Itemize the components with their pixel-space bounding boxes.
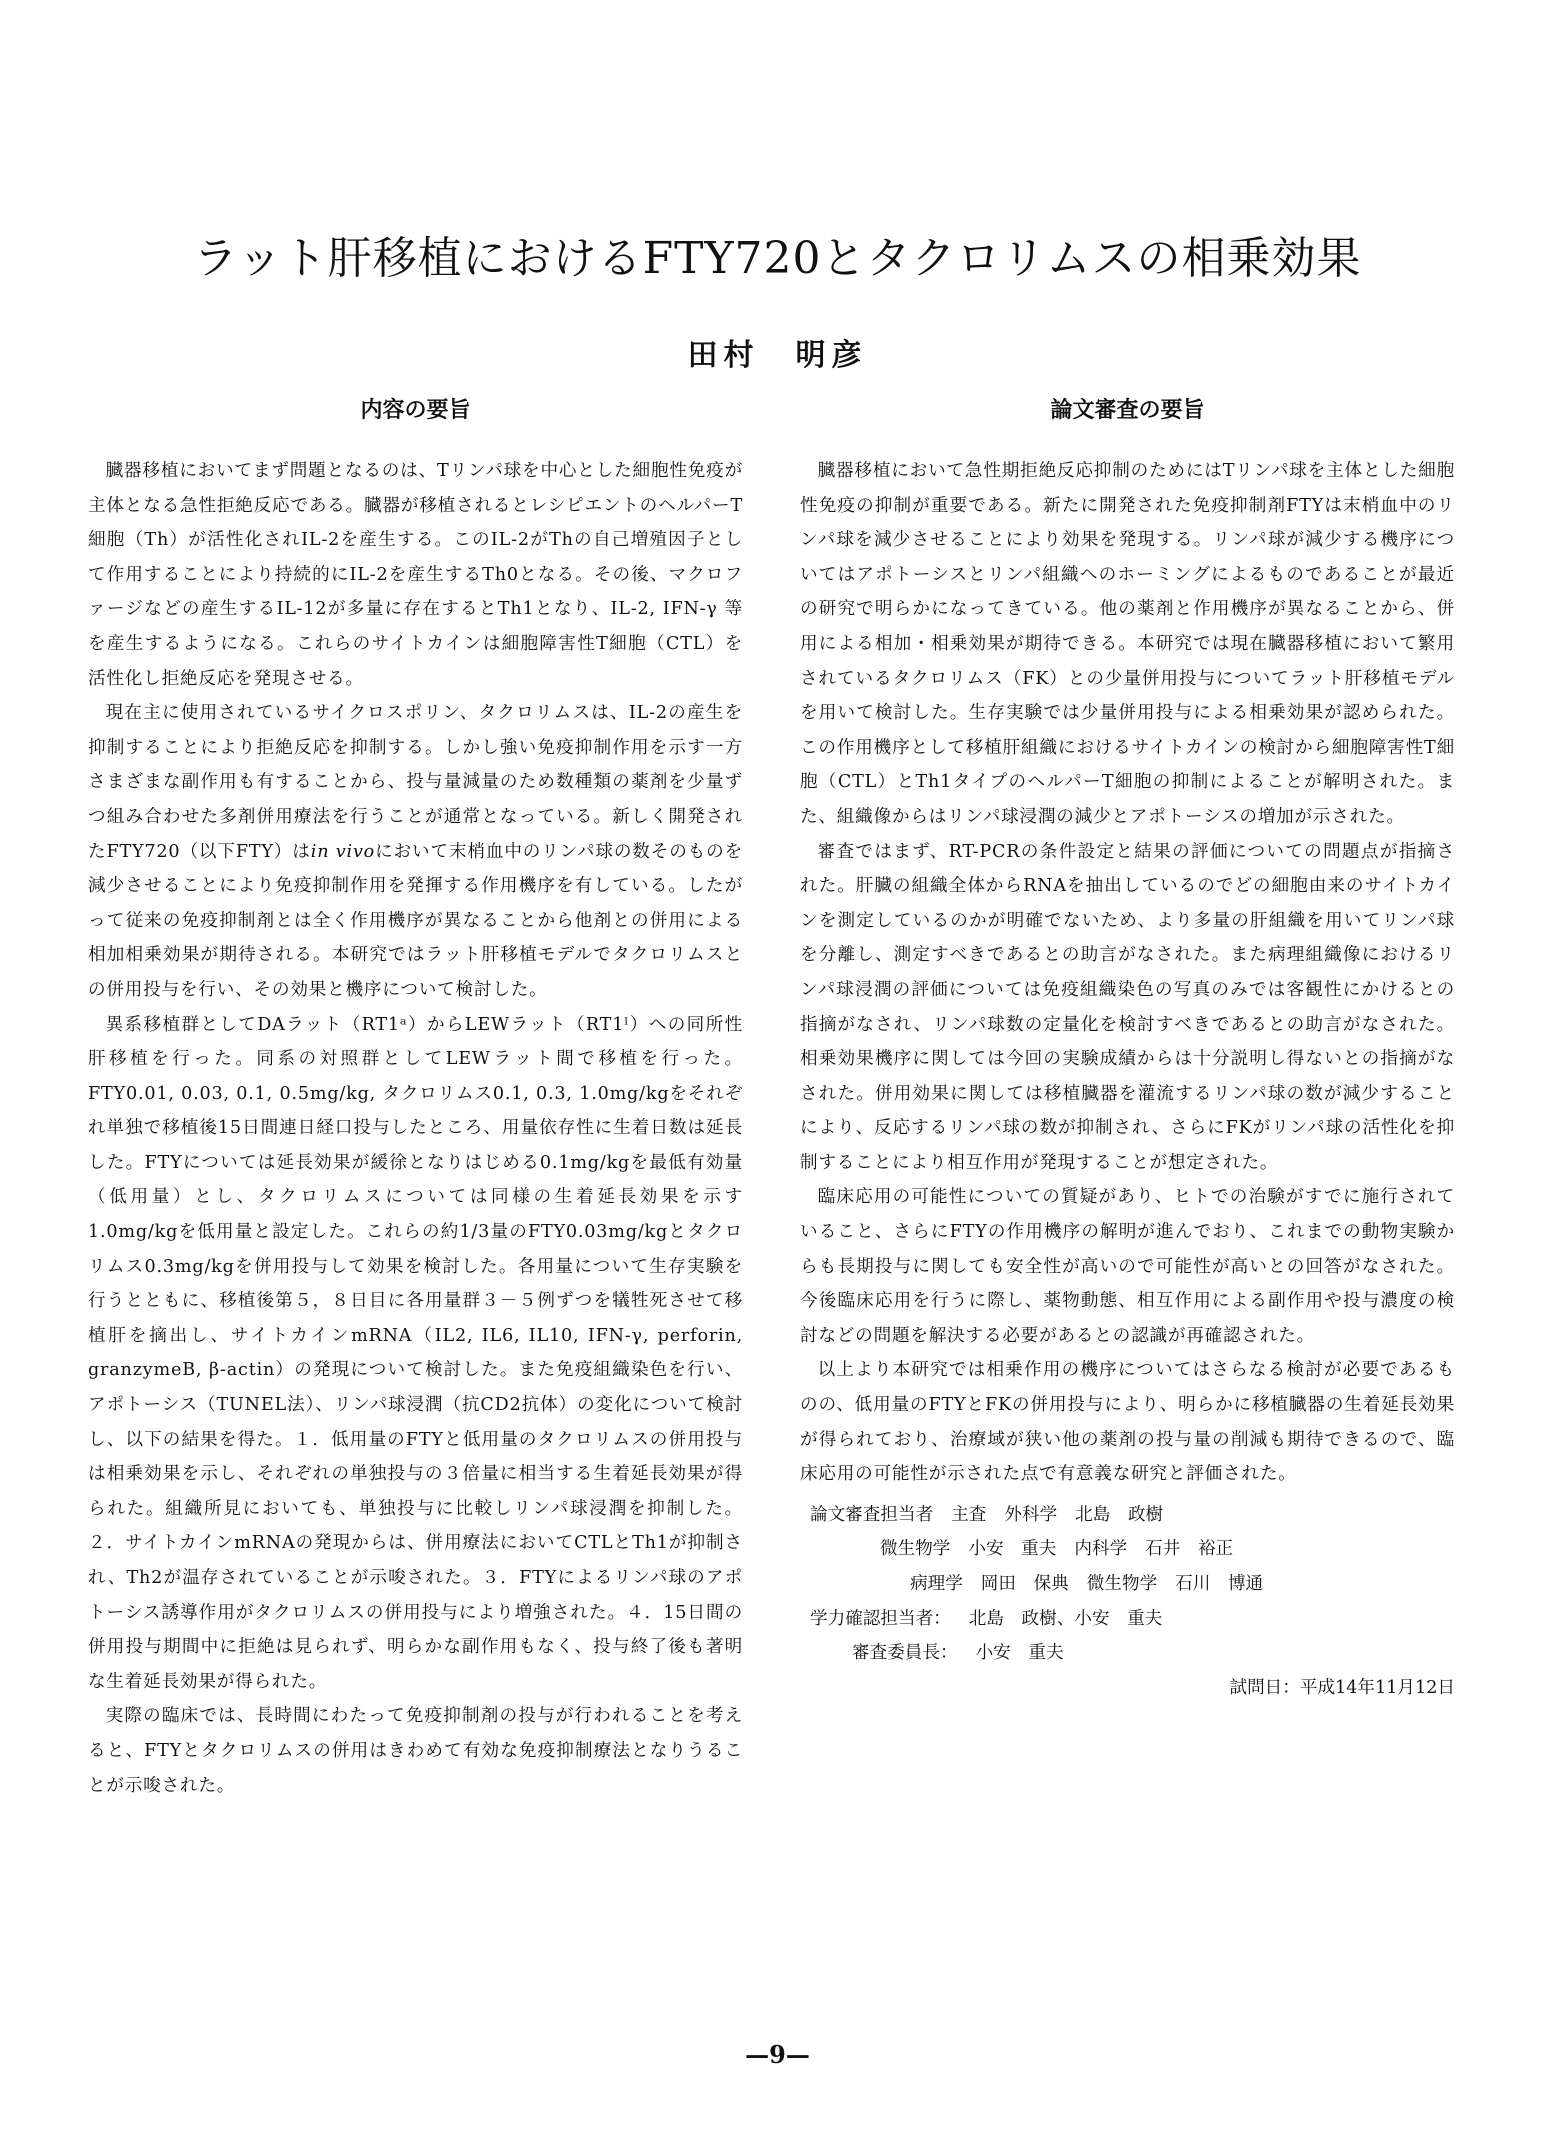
page-title: ラット肝移植におけるFTY720とタクロリムスの相乗効果: [193, 233, 1362, 284]
abstract-paragraph: [88, 696, 743, 1007]
examiner-dept: 内科学: [1074, 1539, 1128, 1560]
paragraph-text: において末梢血中のリンパ球の数そのものを減少させることにより免疫抑制作用を発揮する作用機序を有している。したがって従来の免疫抑制剤とは全く作用機序が異なることから他剤との併用による相加相乗効果が期待される。本研究ではラット肝移植モデルでタクロリムスとの併用投与を行い、その効果と機序について検討した。: [88, 841, 743, 1000]
examiner-name: 小安 重夫: [968, 1539, 1057, 1560]
exam-date: 試問日：平成14年11月12日: [1229, 1677, 1455, 1698]
examiner-name: 石井 裕正: [1145, 1539, 1234, 1560]
examiner-name: 小安 重夫: [975, 1643, 1064, 1664]
examiner-row: [800, 1498, 1455, 1533]
examiner-name: 北島 政樹: [1075, 1504, 1164, 1525]
abstract-paragraph: 実際の臨床では、長時間にわたって免疫抑制剤の投与が行われることを考えると、FTYとタクロリムスの併用はきわめて有効な免疫抑制療法となりうることが示唆された。: [88, 1706, 743, 1796]
examiner-dept: 外科学: [1004, 1504, 1058, 1525]
review-paragraph: 臓器移植において急性期拒絶反応抑制のためにはTリンパ球を主体とした細胞性免疫の抑制が重要である。新たに開発された免疫抑制剤FTYは末梢血中のリンパ球を減少させることにより効果を発現する。リンパ球が減少する機序についてはアポトーシスとリンパ組織へのホーミングによるものであることが最近の研究で明らかになってきている。他の薬剤と作用機序が異なることから、併用による相加・相乗効果が期待できる。本研究では現在臓器移植において繁用されているタクロリムス（FK）との少量併用投与についてラット肝移植モデルを用いて検討した。生存実験では少量併用投与による相乗効果が認められた。この作用機序として移植肝組織におけるサイトカインの検討から細胞障害性T細胞（CTL）とTh1タイプのヘルパーT細胞の抑制によることが解明された。また、組織像からはリンパ球浸潤の減少とアポトーシスの増加が示された。: [800, 461, 1455, 827]
abstract-paragraph: 異系移植群としてDAラット（RT1ᵃ）からLEWラット（RT1ˡ）への同所性肝移植を行った。同系の対照群としてLEWラット間で移植を行った。FTY0.01, 0.03, 0.1, 0.5mg/kg, タクロリムス0.1, 0.3, 1.0mg/kgをそれぞれ単独で移植後15日間連日経口投与したところ、用量依存性に生着日数は延長した。FTYについては延長効果が緩徐となりはじめる0.1mg/kgを最低有効量（低用量）とし、タクロリムスについては同様の生着延長効果を示す1.0mg/kgを低用量と設定した。これらの約1/3量のFTY0.03mg/kgとタクロリムス0.3mg/kgを併用投与して効果を検討した。各用量について生存実験を行うとともに、移植後第５，８日目に各用量群３－５例ずつを犠牲死させて移植肝を摘出し、サイトカインmRNA（IL2, IL6, IL10, IFN-γ, perforin, granzymeB, β-actin）の発現について検討した。また免疫組織染色を行い、アポトーシス（TUNEL法）、リンパ球浸潤（抗CD2抗体）の変化について検討し、以下の結果を得た。１．低用量のFTYと低用量のタクロリムスの併用投与は相乗効果を示し、それぞれの単独投与の３倍量に相当する生着延長効果が得られた。組織所見においても、単独投与に比較しリンパ球浸潤を抑制した。２．サイトカインmRNAの発現からは、併用療法においてCTLとTh1が抑制され、Th2が温存されていることが示唆された。３．FTYによるリンパ球のアポトーシス誘導作用がタクロリムスの併用投与により増強された。４．15日間の併用投与期間中に拒絶は見られず、明らかな副作用もなく、投与終了後も著明な生着延長効果が得られた。: [88, 1014, 743, 1692]
examiner-row: [800, 1602, 1455, 1637]
examiner-role: 審査委員長：: [852, 1643, 958, 1664]
examiner-name: 石川 博通: [1175, 1574, 1264, 1594]
review-paragraph: 以上より本研究では相乗作用の機序についてはさらなる検討が必要であるものの、低用量のFTYとFKの併用投与により、明らかに移植臓器の生着延長効果が得られており、治療域が狭い他の薬剤の投与量の削減も期待できるので、臨床応用の可能性が示された点で有意義な研究と評価された。: [800, 1360, 1455, 1485]
examiner-name: 北島 政樹、小安 重夫: [968, 1608, 1163, 1629]
examiner-row: [800, 1636, 1455, 1671]
review-column: [800, 393, 1455, 1705]
review-heading: 論文審査の要旨: [1050, 397, 1205, 423]
examiner-role: 学力確認担当者：: [810, 1608, 951, 1629]
examiner-row: [800, 1567, 1455, 1602]
abstract-heading: 内容の要旨: [360, 397, 471, 423]
examiner-dept: 微生物学: [880, 1539, 951, 1560]
examiner-dept: 病理学: [910, 1574, 963, 1594]
author-name: 田村 明彦: [687, 338, 868, 373]
examiner-dept: 微生物学: [1086, 1574, 1158, 1594]
review-paragraph: 臨床応用の可能性についての質疑があり、ヒトでの治験がすでに施行されていること、さらにFTYの作用機序の解明が進んでおり、これまでの動物実験からも長期投与に関しても安全性が高いので可能性が高いとの回答がなされた。今後臨床応用を行うに際し、薬物動態、相互作用による副作用や投与濃度の検討などの問題を解決する必要があるとの認識が再確認された。: [800, 1187, 1455, 1346]
examiner-position: 主査: [951, 1504, 987, 1525]
abstract-paragraph: 臓器移植においてまず問題となるのは、Tリンパ球を中心とした細胞性免疫が主体となる急性拒絶反応である。臓器が移植されるとレシピエントのヘルパーT細胞（Th）が活性化されIL-2を産生する。このIL-2がThの自己増殖因子として作用することにより持続的にIL-2を産生するTh0となる。その後、マクロファージなどの産生するIL-12が多量に存在するとTh1となり、IL-2, IFN-γ 等を産生するようになる。これらのサイトカインは細胞障害性T細胞（CTL）を活性化し拒絶反応を発現させる。: [88, 461, 743, 689]
examiner-role: 論文審査担当者: [810, 1504, 934, 1525]
review-paragraph: 審査ではまず、RT-PCRの条件設定と結果の評価についての問題点が指摘された。肝臓の組織全体からRNAを抽出しているのでどの細胞由来のサイトカインを測定しているのかが明確でないため、より多量の肝組織を用いてリンパ球を分離し、測定すべきであるとの助言がなされた。また病理組織像におけるリンパ球浸潤の評価については免疫組織染色の写真のみでは客観性にかけるとの指摘がなされ、リンパ球数の定量化を検討すべきであるとの助言がなされた。相乗効果機序に関しては今回の実験成績からは十分説明し得ないとの指摘がなされた。併用効果に関しては移植臓器を灌流するリンパ球の数が減少することにより、反応するリンパ球の数が抑制され、さらにFKがリンパ球の活性化を抑制することにより相互作用が発現することが想定された。: [800, 841, 1455, 1173]
in-vivo-term: in vivo: [310, 841, 376, 862]
abstract-column: [88, 393, 743, 1803]
examiner-row: [800, 1532, 1455, 1567]
paragraph-text: 現在主に使用されているサイクロスポリン、タクロリムスは、IL-2の産生を抑制することにより拒絶反応を抑制する。しかし強い免疫抑制作用を示す一方さまざまな副作用も有することから、投与量減量のため数種類の薬剤を少量ずつ組み合わせた多剤併用療法を行うことが通常となっている。新しく開発されたFTY720（以下FTY）は: [88, 703, 743, 862]
examiner-list: [800, 1498, 1455, 1671]
page-number: —9—: [745, 2040, 810, 2069]
examiner-name: 岡田 保典: [980, 1574, 1069, 1594]
